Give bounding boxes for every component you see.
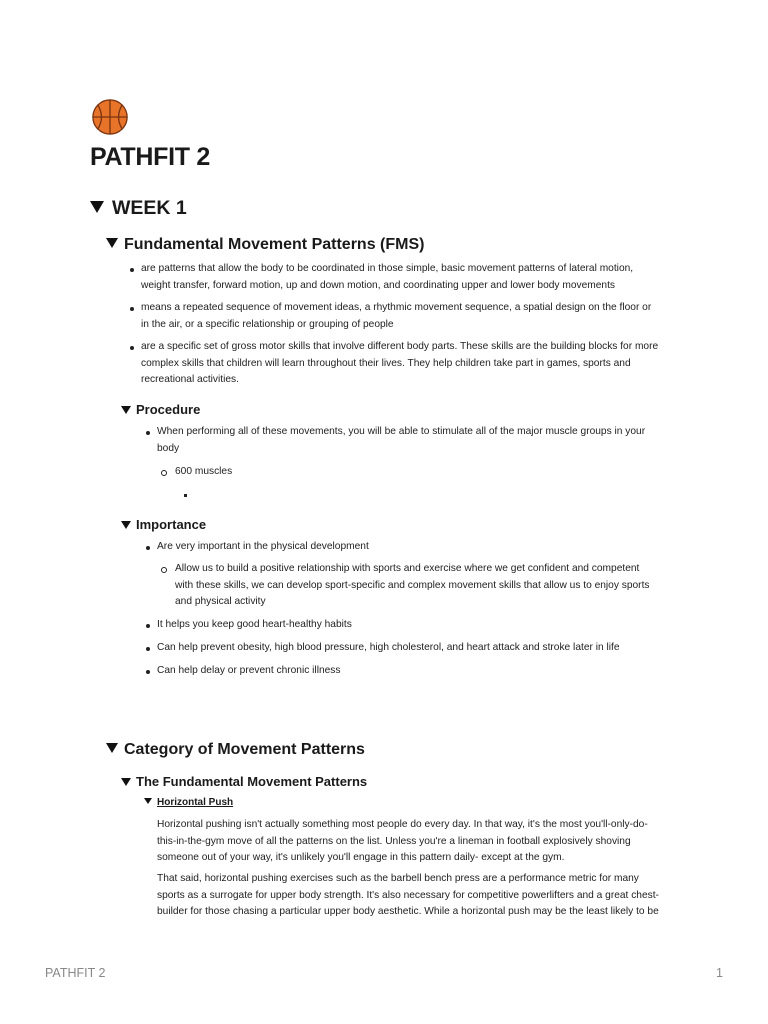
toggle-triangle-icon[interactable]: [106, 238, 118, 248]
text-line: means a repeated sequence of movement ideas, a rhythmic movement sequence, a spatial design on the floor or: [141, 302, 652, 313]
fms-bullet-2: [141, 300, 651, 333]
procedure-sub-bullet: 600 muscles: [175, 466, 233, 477]
importance-bullet-3: Can help prevent obesity, high blood pressure, high cholesterol, and heart attack and stroke later in life: [157, 642, 620, 653]
bullet-dot: [130, 268, 134, 272]
text-line: weight transfer, forward motion, up and down motion, and coordinating upper and lower body movements: [141, 279, 615, 291]
toggle-week-1[interactable]: [90, 197, 187, 220]
bullet-dot: [146, 431, 150, 435]
toggle-triangle-icon[interactable]: [144, 798, 152, 804]
footer-title: PATHFIT 2: [45, 966, 106, 980]
importance-bullet-1: Are very important in the physical development: [157, 541, 369, 552]
bullet-dot: [130, 307, 134, 311]
text-line: Allow us to build a positive relationship with sports and exercise where we get confident and competent: [175, 563, 640, 574]
toggle-horizontal-push[interactable]: [144, 797, 233, 808]
importance-heading: Importance: [136, 517, 207, 532]
basketball-icon: [91, 98, 129, 136]
text-line: Horizontal pushing isn't actually something most people do every day. In that way, it's the most you'll-only-do-: [157, 819, 648, 830]
toggle-triangle-icon[interactable]: [121, 521, 131, 529]
fms-heading: Fundamental Movement Patterns (FMS): [124, 236, 425, 253]
week-heading: WEEK 1: [112, 197, 187, 219]
text-line: builder for those chasing a particular upper body aesthetic. While a horizontal push may be the least likely to be: [157, 906, 659, 917]
text-line: and physical activity: [175, 596, 266, 607]
text-line: someone out of your way, it's unlikely you'll engage in this pattern daily- except at the gym.: [157, 852, 565, 863]
horizontal-push-paragraph-2: [157, 871, 659, 921]
text-line: When performing all of these movements, you will be able to stimulate all of the major muscle groups in your: [157, 426, 646, 437]
toggle-category[interactable]: [106, 741, 365, 759]
bullet-square: [184, 494, 187, 497]
text-line: are patterns that allow the body to be coordinated in those simple, basic movement patterns of lateral motion,: [141, 263, 634, 274]
horizontal-push-paragraph-1: [157, 817, 648, 867]
toggle-triangle-icon[interactable]: [121, 406, 131, 414]
bullet-dot: [130, 346, 134, 350]
category-heading: Category of Movement Patterns: [124, 741, 365, 758]
fms-bullet-3: [141, 339, 658, 389]
bullet-circle: [161, 567, 167, 573]
bullet-dot: [146, 546, 150, 550]
importance-bullet-2: It helps you keep good heart-healthy habits: [157, 619, 352, 630]
toggle-triangle-icon[interactable]: [121, 778, 131, 786]
fms-bullet-1: [141, 261, 633, 294]
text-line: with these skills, we can develop sport-specific and complex movement skills that allow us to enjoy sports: [175, 579, 650, 591]
horizontal-push-heading: Horizontal Push: [157, 797, 234, 808]
toggle-procedure[interactable]: [121, 402, 200, 417]
importance-bullet-4: Can help delay or prevent chronic illness: [157, 665, 341, 676]
text-line: complex skills that children will learn throughout their lives. They help children take part in games, sports and: [141, 357, 631, 369]
bullet-dot: [146, 670, 150, 674]
fundamental-patterns-heading: The Fundamental Movement Patterns: [136, 774, 368, 789]
text-line: in the air, or a specific relationship or grouping of people: [141, 318, 394, 330]
bullet-dot: [146, 624, 150, 628]
page-title: PATHFIT 2: [90, 143, 210, 171]
page-number: 1: [716, 966, 723, 980]
toggle-importance[interactable]: [121, 517, 206, 532]
toggle-triangle-icon[interactable]: [106, 743, 118, 753]
importance-sub-bullet: [175, 561, 650, 611]
text-line: are a specific set of gross motor skills that involve different body parts. These skills are the building blocks for more: [141, 341, 659, 352]
toggle-fms[interactable]: [106, 236, 424, 254]
toggle-fundamental-patterns[interactable]: [121, 774, 367, 789]
text-line: body: [157, 442, 180, 454]
text-line: sports as a surrogate for upper body strength. It's also necessary for competitive powerlifters and a great chest-: [157, 889, 659, 901]
procedure-heading: Procedure: [136, 402, 201, 417]
toggle-triangle-icon[interactable]: [90, 201, 104, 213]
bullet-circle: [161, 470, 167, 476]
text-line: recreational activities.: [141, 374, 239, 385]
procedure-bullet: [157, 424, 645, 457]
bullet-dot: [146, 647, 150, 651]
text-line: this-in-the-gym move of all the patterns on the list. Unless you're a lineman in football explosively shoving: [157, 835, 631, 847]
text-line: That said, horizontal pushing exercises such as the barbell bench press are a performance metric for many: [157, 873, 639, 884]
